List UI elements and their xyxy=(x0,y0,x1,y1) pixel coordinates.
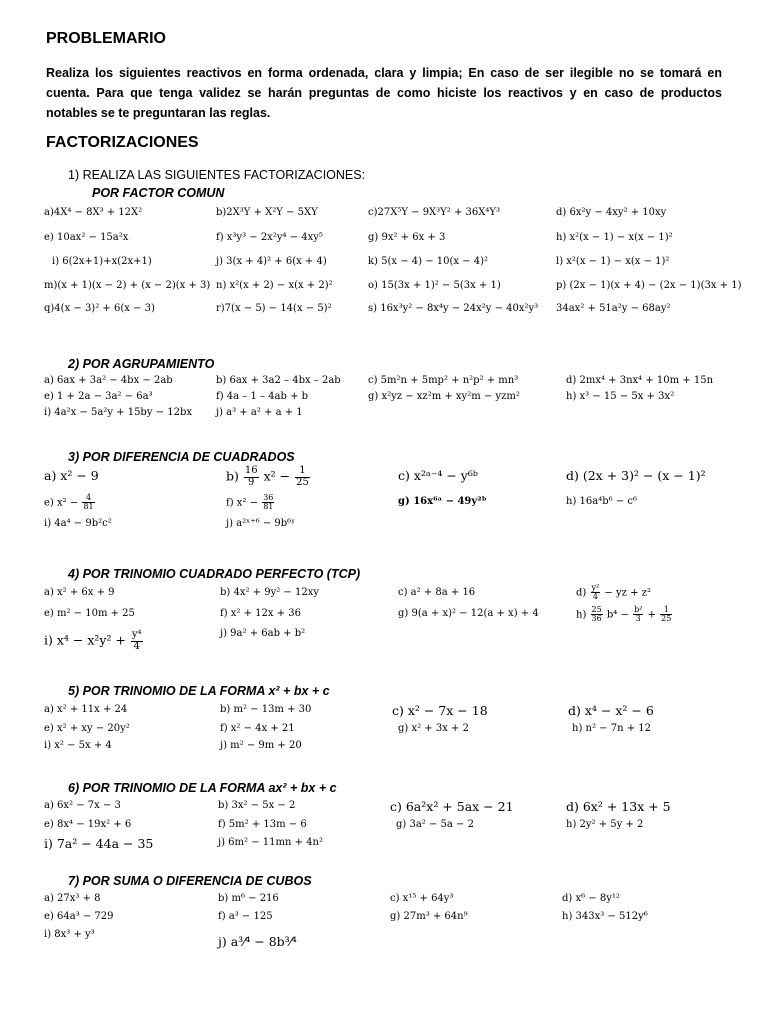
exercise-6f: f) 5m² + 13m − 6 xyxy=(218,819,307,830)
exercise-6b: b) 3x² − 5x − 2 xyxy=(218,800,296,811)
exercise-instruction: 1) REALIZA LAS SIGUIENTES FACTORIZACIONES: xyxy=(68,168,366,182)
exercise-4i: i) x⁴ − x²y² + $\frac{\text{y⁴}}{4}$ xyxy=(44,629,142,652)
exercise-3a: a) x² − 9 xyxy=(44,468,99,483)
exercise-4g: g) 9(a + x)² − 12(a + x) + 4 xyxy=(398,608,539,619)
cubos-title: 7) POR SUMA O DIFERENCIA DE CUBOS xyxy=(68,874,312,888)
exercise-6i: i) 7a² − 44a − 35 xyxy=(44,836,154,851)
exercise-2i: i) 4a²x − 5a²y + 15by − 12bx xyxy=(44,407,192,418)
exercise-1n: n) x²(x + 2) − x(x + 2)² xyxy=(216,280,333,291)
exercise-2a: a) 6ax + 3a² − 4bx − 2ab xyxy=(44,375,173,386)
exercise-6a: a) 6x² − 7x − 3 xyxy=(44,800,121,811)
exercise-6h: h) 2y² + 5y + 2 xyxy=(566,819,644,830)
exercise-3i: i) 4a⁴ − 9b²c² xyxy=(44,518,112,529)
exercise-1t: 34ax² + 51a²y − 68ay² xyxy=(556,303,671,314)
factor-comun-title: POR FACTOR COMUN xyxy=(92,186,225,200)
exercise-6e: e) 8x⁴ − 19x² + 6 xyxy=(44,819,132,830)
exercise-1l: l) x²(x − 1) − x(x − 1)² xyxy=(556,256,670,267)
exercise-5b: b) m² − 13m + 30 xyxy=(220,704,312,715)
exercise-3h: h) 16a⁴b⁶ − c⁶ xyxy=(566,496,637,507)
exercise-1f: f) x³y³ − 2x²y⁴ − 4xy⁵ xyxy=(216,232,323,243)
exercise-4h: h) $\frac{25}{36}$ b⁴ − $\frac{\text{b²}}{3}$ + $\frac{1}{25}$ xyxy=(576,605,672,624)
exercise-4b: b) 4x² + 9y² − 12xy xyxy=(220,587,319,598)
exercise-5j: j) m² − 9m + 20 xyxy=(220,740,302,751)
tcp-title: 4) POR TRINOMIO CUADRADO PERFECTO (TCP) xyxy=(68,567,361,581)
exercise-7h: h) 343x³ − 512y⁶ xyxy=(562,911,648,922)
exercise-2j: j) a³ + a² + a + 1 xyxy=(216,407,303,418)
exercise-1d: d) 6x²y − 4xy² + 10xy xyxy=(556,207,667,218)
exercise-3f: f) x² − $\frac{36}{81}$ xyxy=(226,493,274,512)
exercise-1a: a)4X⁴ − 8X³ + 12X² xyxy=(44,207,143,218)
exercise-7j: j) a³⁄⁴ − 8b³⁄⁴ xyxy=(218,934,297,949)
exercise-2h: h) x³ − 15 − 5x + 3x² xyxy=(566,391,675,402)
exercise-1k: k) 5(x − 4) − 10(x − 4)² xyxy=(368,256,489,267)
exercise-5f: f) x² − 4x + 21 xyxy=(220,723,295,734)
exercise-5a: a) x² + 11x + 24 xyxy=(44,704,128,715)
exercise-2d: d) 2mx⁴ + 3nx⁴ + 10m + 15n xyxy=(566,375,714,386)
exercise-7e: e) 64a³ − 729 xyxy=(44,911,114,922)
exercise-6c: c) 6a²x² + 5ax − 21 xyxy=(390,799,514,814)
exercise-5g: g) x² + 3x + 2 xyxy=(398,723,469,734)
exercise-7d: d) x⁶ − 8y¹² xyxy=(562,893,620,904)
exercise-7i: i) 8x³ + y³ xyxy=(44,929,95,940)
exercise-3j: j) a²ˣ⁺⁶ − 9b⁶ʸ xyxy=(226,518,296,529)
exercise-2b: b) 6ax + 3a2 – 4bx – 2ab xyxy=(216,375,341,386)
exercise-7f: f) a³ − 125 xyxy=(218,911,273,922)
exercise-3c: c) x²ᵃ⁻⁴ − y⁶ᵇ xyxy=(398,468,478,483)
exercise-4c: c) a² + 8a + 16 xyxy=(398,587,476,598)
exercise-7g: g) 27m³ + 64n⁹ xyxy=(390,911,468,922)
exercise-4d: d) $\frac{\text{y²}}{4}$ − yz + z² xyxy=(576,583,651,602)
section-heading: FACTORIZACIONES xyxy=(46,134,199,151)
exercise-4e: e) m² − 10m + 25 xyxy=(44,608,135,619)
trinomio-x2-title: 5) POR TRINOMIO DE LA FORMA x² + bx + c xyxy=(68,684,330,698)
agrupamiento-title: 2) POR AGRUPAMIENTO xyxy=(68,357,215,371)
exercise-1r: r)7(x − 5) − 14(x − 5)² xyxy=(216,303,332,314)
exercise-1i: i) 6(2x+1)+x(2x+1) xyxy=(52,256,152,267)
diferencia-cuadrados-title: 3) POR DIFERENCIA DE CUADRADOS xyxy=(68,450,295,464)
exercise-1e: e) 10ax² − 15a²x xyxy=(44,232,129,243)
exercise-2f: f) 4a – 1 – 4ab + b xyxy=(216,391,309,402)
exercise-1c: c)27X⁵Y − 9X³Y² + 36X⁴Y³ xyxy=(368,207,500,218)
exercise-6j: j) 6m² − 11mn + 4n² xyxy=(218,837,323,848)
exercise-1o: o) 15(3x + 1)² − 5(3x + 1) xyxy=(368,280,501,291)
exercise-3d: d) (2x + 3)² − (x − 1)² xyxy=(566,468,706,483)
exercise-1j: j) 3(x + 4)² + 6(x + 4) xyxy=(216,256,327,267)
exercise-6g: g) 3a² − 5a − 2 xyxy=(396,819,474,830)
page-title: PROBLEMARIO xyxy=(46,30,166,47)
exercise-2c: c) 5m²n + 5mp² + n²p² + mn³ xyxy=(368,375,519,386)
exercise-1m: m)(x + 1)(x − 2) + (x − 2)(x + 3) xyxy=(44,280,211,291)
exercise-4a: a) x² + 6x + 9 xyxy=(44,587,115,598)
exercise-5i: i) x² − 5x + 4 xyxy=(44,740,112,751)
trinomio-ax2-title: 6) POR TRINOMIO DE LA FORMA ax² + bx + c xyxy=(68,781,337,795)
exercise-5c: c) x² − 7x − 18 xyxy=(392,703,488,718)
exercise-3g: g) 16x⁶ᵃ − 49y²ᵇ xyxy=(398,496,487,507)
exercise-2g: g) x²yz − xz²m + xy²m − yzm² xyxy=(368,391,520,402)
exercise-4j: j) 9a² + 6ab + b² xyxy=(220,628,306,639)
exercise-1s: s) 16x³y² − 8x⁴y − 24x²y − 40x²y³ xyxy=(368,303,539,314)
exercise-5e: e) x² + xy − 20y² xyxy=(44,723,130,734)
exercise-1q: q)4(x − 3)² + 6(x − 3) xyxy=(44,303,155,314)
exercise-2e: e) 1 + 2a − 3a² − 6a³ xyxy=(44,391,153,402)
exercise-7a: a) 27x³ + 8 xyxy=(44,893,101,904)
exercise-5d: d) x⁴ − x² − 6 xyxy=(568,703,654,718)
exercise-1p: p) (2x − 1)(x + 4) − (2x − 1)(3x + 1) xyxy=(556,280,742,291)
exercise-5h: h) n² − 7n + 12 xyxy=(572,723,651,734)
exercise-7c: c) x¹⁵ + 64y³ xyxy=(390,893,454,904)
instructions-paragraph: Realiza los siguientes reactivos en forma ordenada, clara y limpia; En caso de ser ilegible no se tomará en cuenta. Para que tenga validez se harán preguntas de como hiciste los reactivos y en caso de productos notables se te preguntaran las reglas. xyxy=(46,66,722,120)
exercise-1b: b)2X³Y + X²Y − 5XY xyxy=(216,207,318,218)
exercise-7b: b) m⁶ − 216 xyxy=(218,893,279,904)
exercise-4f: f) x² + 12x + 36 xyxy=(220,608,301,619)
exercise-1h: h) x²(x − 1) − x(x − 1)² xyxy=(556,232,673,243)
exercise-6d: d) 6x² + 13x + 5 xyxy=(566,799,671,814)
exercise-3e: e) x² − $\frac{4}{81}$ xyxy=(44,493,94,512)
exercise-3b: b) $\frac{16}{9}$ x² − $\frac{1}{25}$ xyxy=(226,465,309,488)
exercise-1g: g) 9x² + 6x + 3 xyxy=(368,232,446,243)
